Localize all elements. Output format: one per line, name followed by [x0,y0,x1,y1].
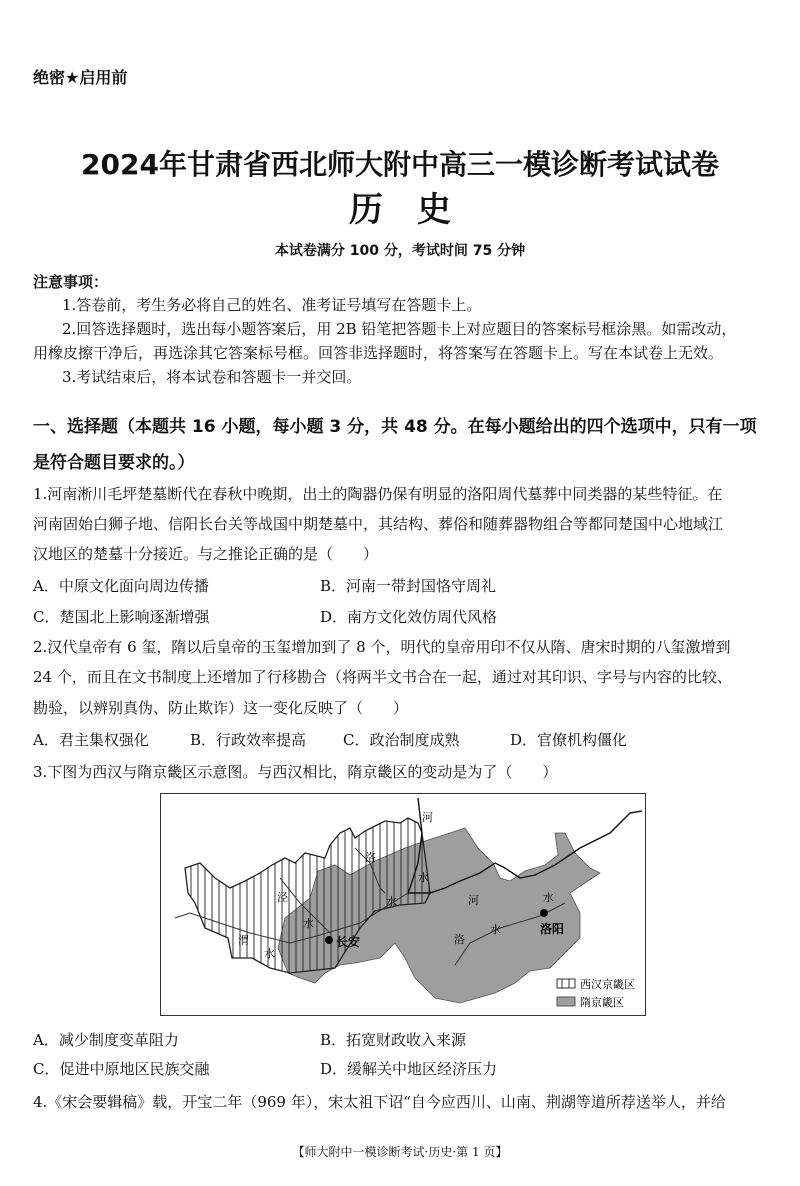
map-label: 泾 [277,891,288,904]
legend-sui-swatch [557,997,575,1006]
city-label-changan: 长安 [336,935,361,949]
notice-item: 用橡皮擦干净后，再选涂其它答案标号框。回答非选择题时，将答案写在答题卡上。写在本试卷上无效。 [33,344,724,362]
map-label: 水 [418,871,429,884]
legend-sui-label: 隋京畿区 [580,996,624,1009]
map-label: 河 [468,894,479,907]
question-1-text: 汉地区的楚墓十分接近。与之推论正确的是（ ） [33,545,379,563]
option-a: A．减少制度变革阻力 [33,1031,179,1049]
question-3-text: 3.下图为西汉与隋京畿区示意图。与西汉相比，隋京畿区的变动是为了（ ） [33,763,558,781]
option-a: A．君主集权强化 [33,731,149,749]
exam-subtitle: 本试卷满分 100 分，考试时间 75 分钟 [274,243,526,259]
map-label: 渭 [238,934,249,947]
map-label: 水 [264,947,275,960]
map-label: 河 [422,811,433,824]
section-heading: 是符合题目要求的。） [33,453,195,473]
map-label: 水 [543,891,554,904]
legend-han-label: 西汉京畿区 [580,978,635,991]
secret-mark: 绝密★启用前 [33,68,128,87]
subject-title: 历 史 [349,190,451,230]
map-label: 水 [303,917,314,930]
question-2-text: 24 个，而且在文书制度上还增加了行移勘合（将两半文书合在一起，通过对其印识、字号与内容的比较、 [33,668,732,686]
legend-han-swatch [557,979,575,988]
option-d: D．官僚机构僵化 [510,731,628,749]
option-b: B．拓宽财政收入来源 [320,1031,467,1049]
option-d: D．缓解关中地区经济压力 [320,1060,498,1078]
option-c: C．楚国北上影响逐渐增强 [33,608,210,626]
changan-marker [325,936,333,944]
question-2-text: 勘验，以辨别真伪、防止欺诈）这一变化反映了（ ） [33,699,409,717]
option-b: B．河南一带封国恪守周礼 [320,577,497,595]
map-label: 洛 [365,851,376,864]
exam-title: 2024年甘肃省西北师大附中高三一模诊断考试试卷 [81,148,719,181]
section-heading: 一、选择题（本题共 16 小题，每小题 3 分，共 48 分。在每小题给出的四个选项中，只有一项 [33,417,757,437]
notice-heading: 注意事项： [33,273,109,291]
city-label-luoyang: 洛阳 [540,922,565,936]
notice-item: 2.回答选择题时，选出每小题答案后，用 2B 铅笔把答题卡上对应题目的答案标号框涂黑。如需改动， [62,320,737,338]
page-footer: 【师大附中一模诊断考试·历史·第 1 页】 [292,1145,508,1159]
option-c: C．促进中原地区民族交融 [33,1060,210,1078]
map-label: 水 [386,895,397,908]
luoyang-marker [540,909,548,917]
question-4-text: 4.《宋会要辑稿》载，开宝二年（969 年），宋太祖下诏“自今应西川、山南、荆湖等道所荐送举人，并给 [33,1093,726,1111]
option-b: B．行政效率提高 [190,731,307,749]
notice-item: 1.答卷前，考生务必将自己的姓名、准考证号填写在答题卡上。 [62,296,482,314]
notice-item: 3.考试结束后，将本试卷和答题卡一并交回。 [62,368,362,386]
option-c: C．政治制度成熟 [343,731,460,749]
question-1-text: 1.河南淅川毛坪楚墓断代在春秋中晚期，出土的陶器仍保有明显的洛阳周代墓葬中同类器的某些特征。在 [33,485,723,503]
option-a: A．中原文化面向周边传播 [33,577,209,595]
map-label: 水 [490,923,501,936]
capital-region-map [160,793,646,1016]
map-label: 洛 [454,933,465,946]
question-2-text: 2.汉代皇帝有 6 玺，隋以后皇帝的玉玺增加到了 8 个，明代的皇帝用印不仅从隋、唐宋时期的八玺激增到 [33,638,731,656]
question-1-text: 河南固始白狮子地、信阳长台关等战国中期楚墓中，其结构、葬俗和随葬器物组合等都同楚国中心地域江 [33,515,724,533]
option-d: D．南方文化效仿周代风格 [320,608,498,626]
